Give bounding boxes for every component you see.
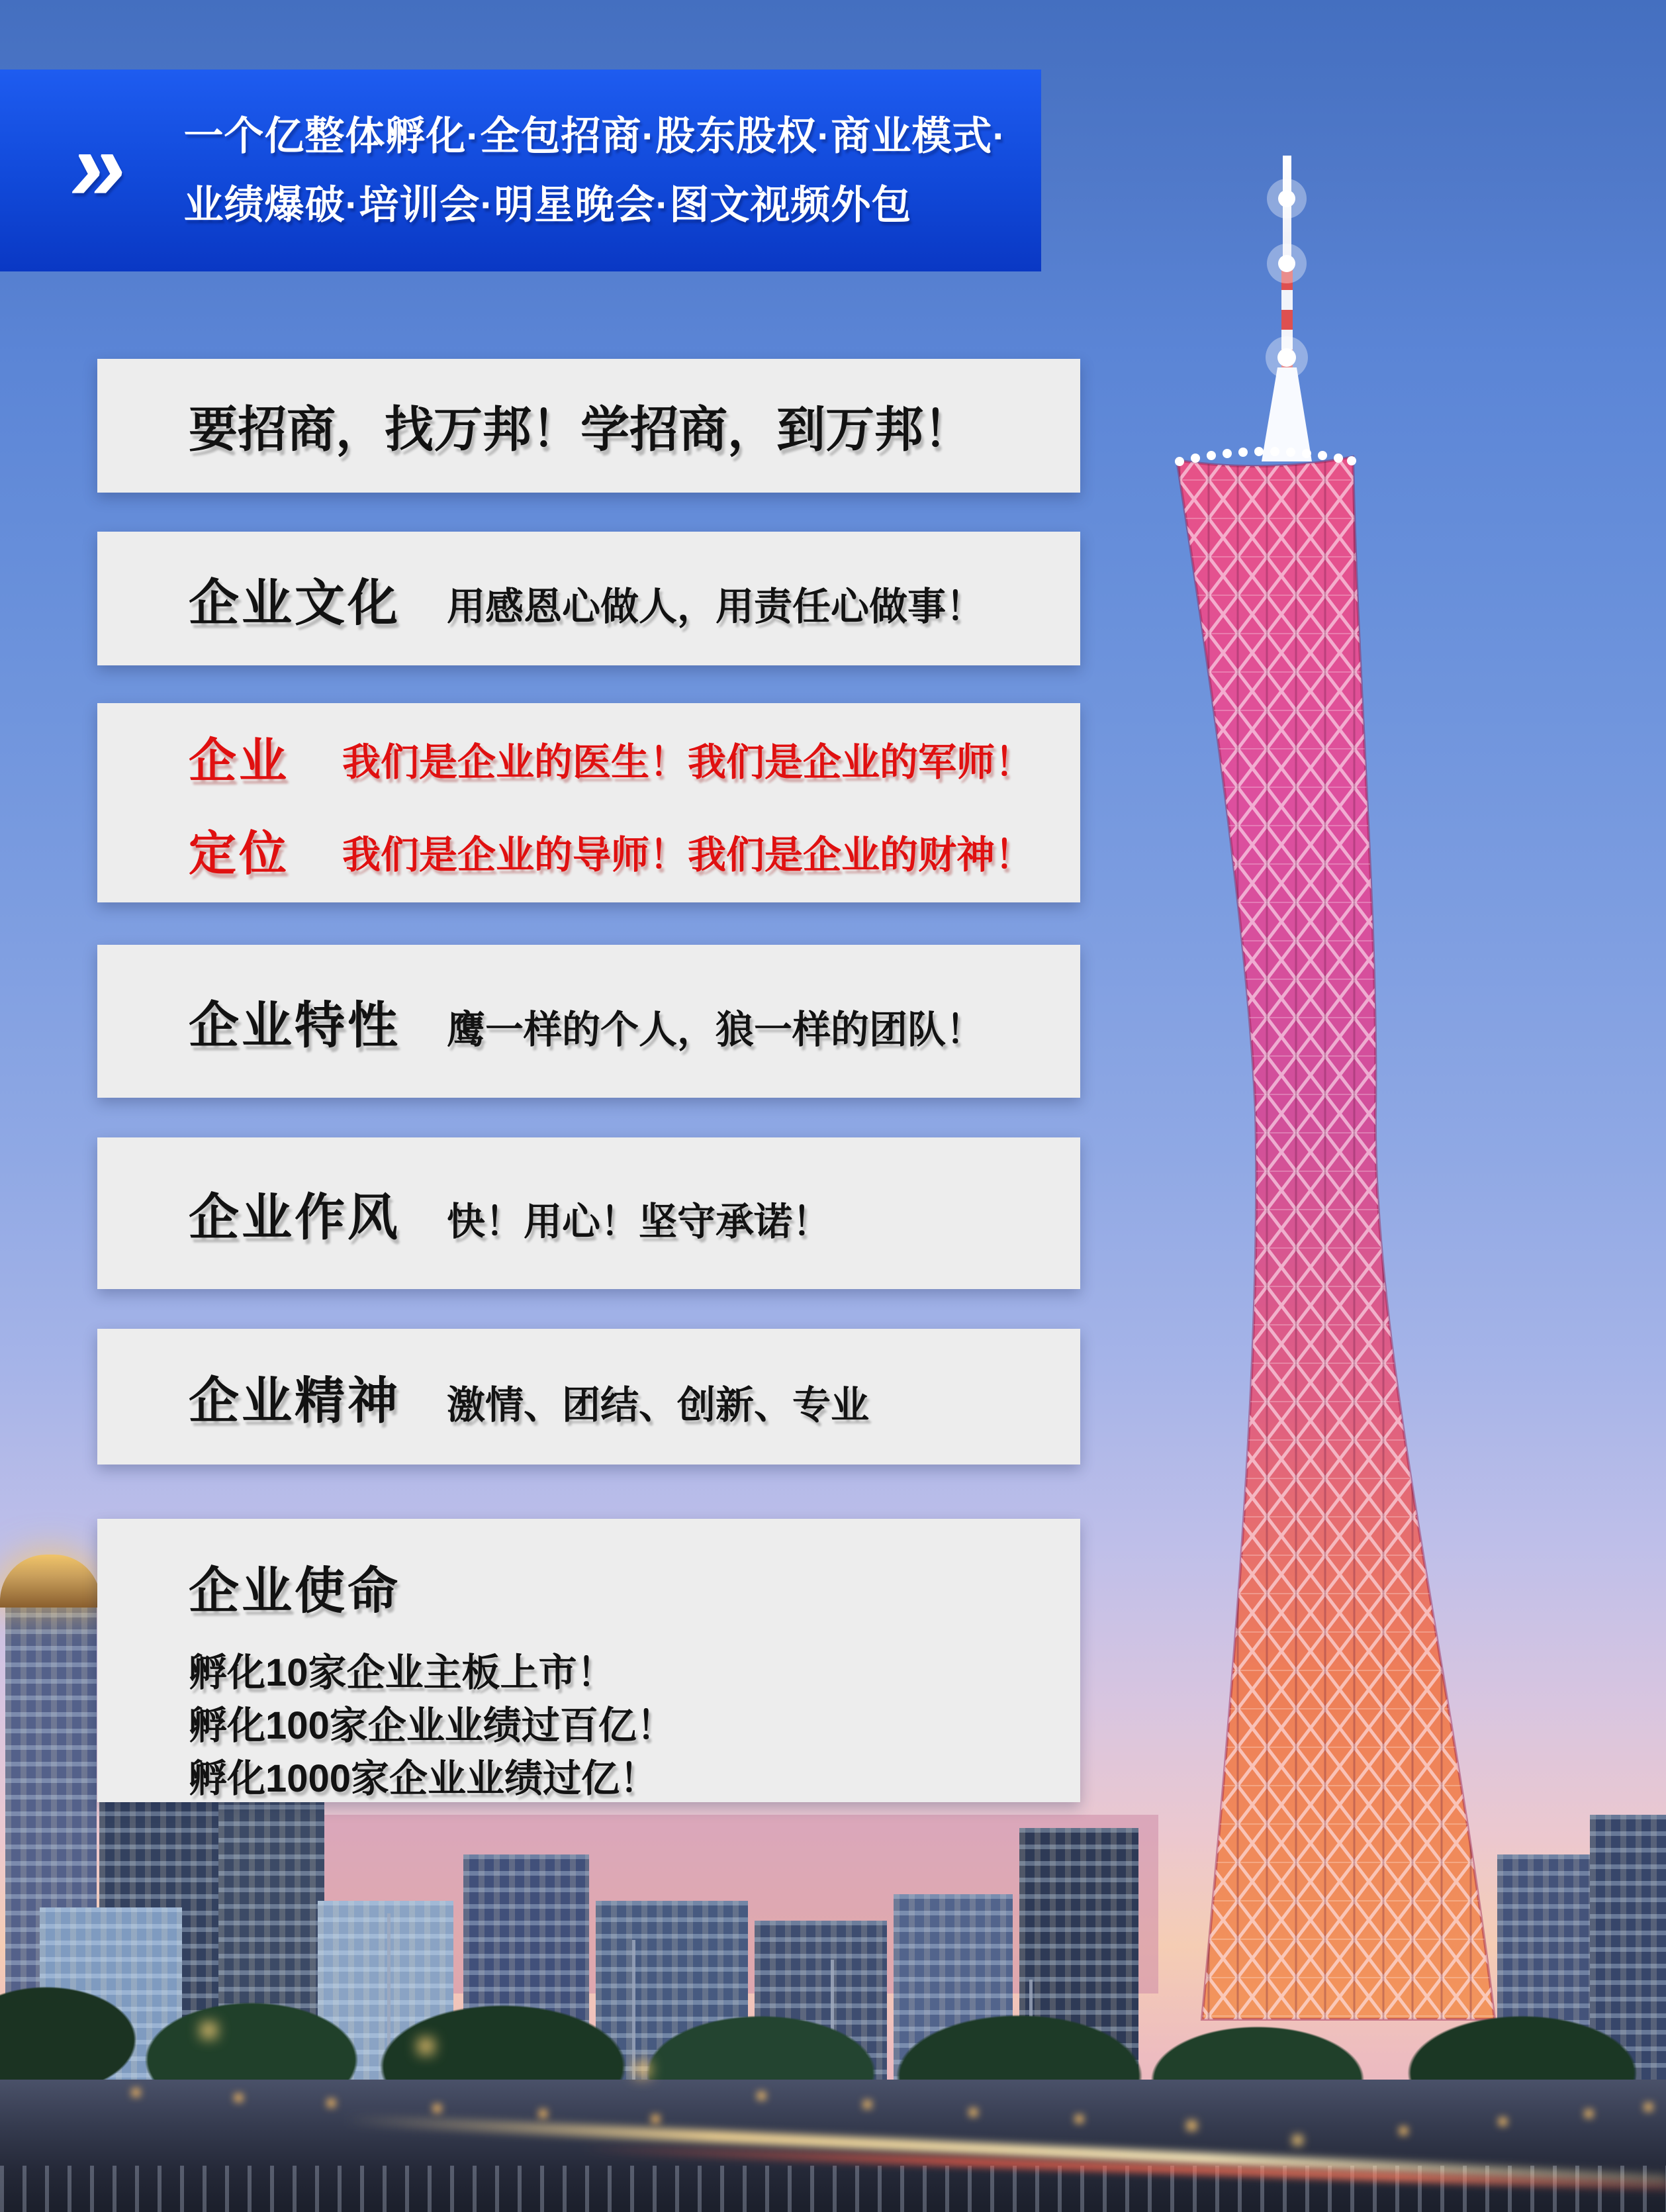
mission-line-3: 孵化1000家企业业绩过亿！ xyxy=(189,1757,659,1800)
mission-line-1: 孵化10家企业主板上市！ xyxy=(189,1651,616,1694)
positioning-row-2 xyxy=(189,815,1033,884)
spirit-body: 激情、团结、创新、专业 xyxy=(447,1383,870,1427)
positioning-line-2: 我们是企业的导师！我们是企业的财神！ xyxy=(342,833,1034,877)
banner-line-2: 业绩爆破·培训会·明星晚会·图文视频外包 xyxy=(183,182,912,227)
mission-title: 企业使命 xyxy=(189,1563,400,1619)
double-chevron-icon: » xyxy=(62,109,138,221)
traits-panel xyxy=(97,945,1080,1098)
spirit-panel xyxy=(97,1329,1080,1465)
positioning-line-1: 我们是企业的医生！我们是企业的军师！ xyxy=(342,740,1034,784)
spirit-title: 企业精神 xyxy=(189,1373,400,1429)
style-panel xyxy=(97,1137,1080,1289)
style-body: 快！用心！坚守承诺！ xyxy=(447,1200,831,1243)
traits-title: 企业特性 xyxy=(189,998,400,1054)
slogan-panel xyxy=(97,359,1080,493)
positioning-panel xyxy=(97,703,1080,902)
culture-title: 企业文化 xyxy=(189,575,400,632)
positioning-row-1 xyxy=(189,722,1033,791)
positioning-title-bottom: 定位 xyxy=(189,827,290,881)
traits-body: 鹰一样的个人，狼一样的团队！ xyxy=(447,1008,985,1051)
mission-panel xyxy=(97,1519,1080,1802)
banner-text xyxy=(183,102,1006,240)
culture-body: 用感恩心做人，用责任心做事！ xyxy=(447,585,985,628)
culture-panel xyxy=(97,532,1080,665)
slogan-text: 要招商，找万邦！学招商，到万邦！ xyxy=(189,402,972,457)
style-title: 企业作风 xyxy=(189,1190,400,1246)
streetlight-glows xyxy=(0,0,1,1)
mission-lines xyxy=(189,1647,675,1805)
mission-line-2: 孵化100家企业业绩过百亿！ xyxy=(189,1704,675,1747)
positioning-title-top: 企业 xyxy=(189,734,290,788)
header-banner xyxy=(0,70,1041,271)
banner-line-1: 一个亿整体孵化·全包招商·股东股权·商业模式· xyxy=(183,113,1007,158)
